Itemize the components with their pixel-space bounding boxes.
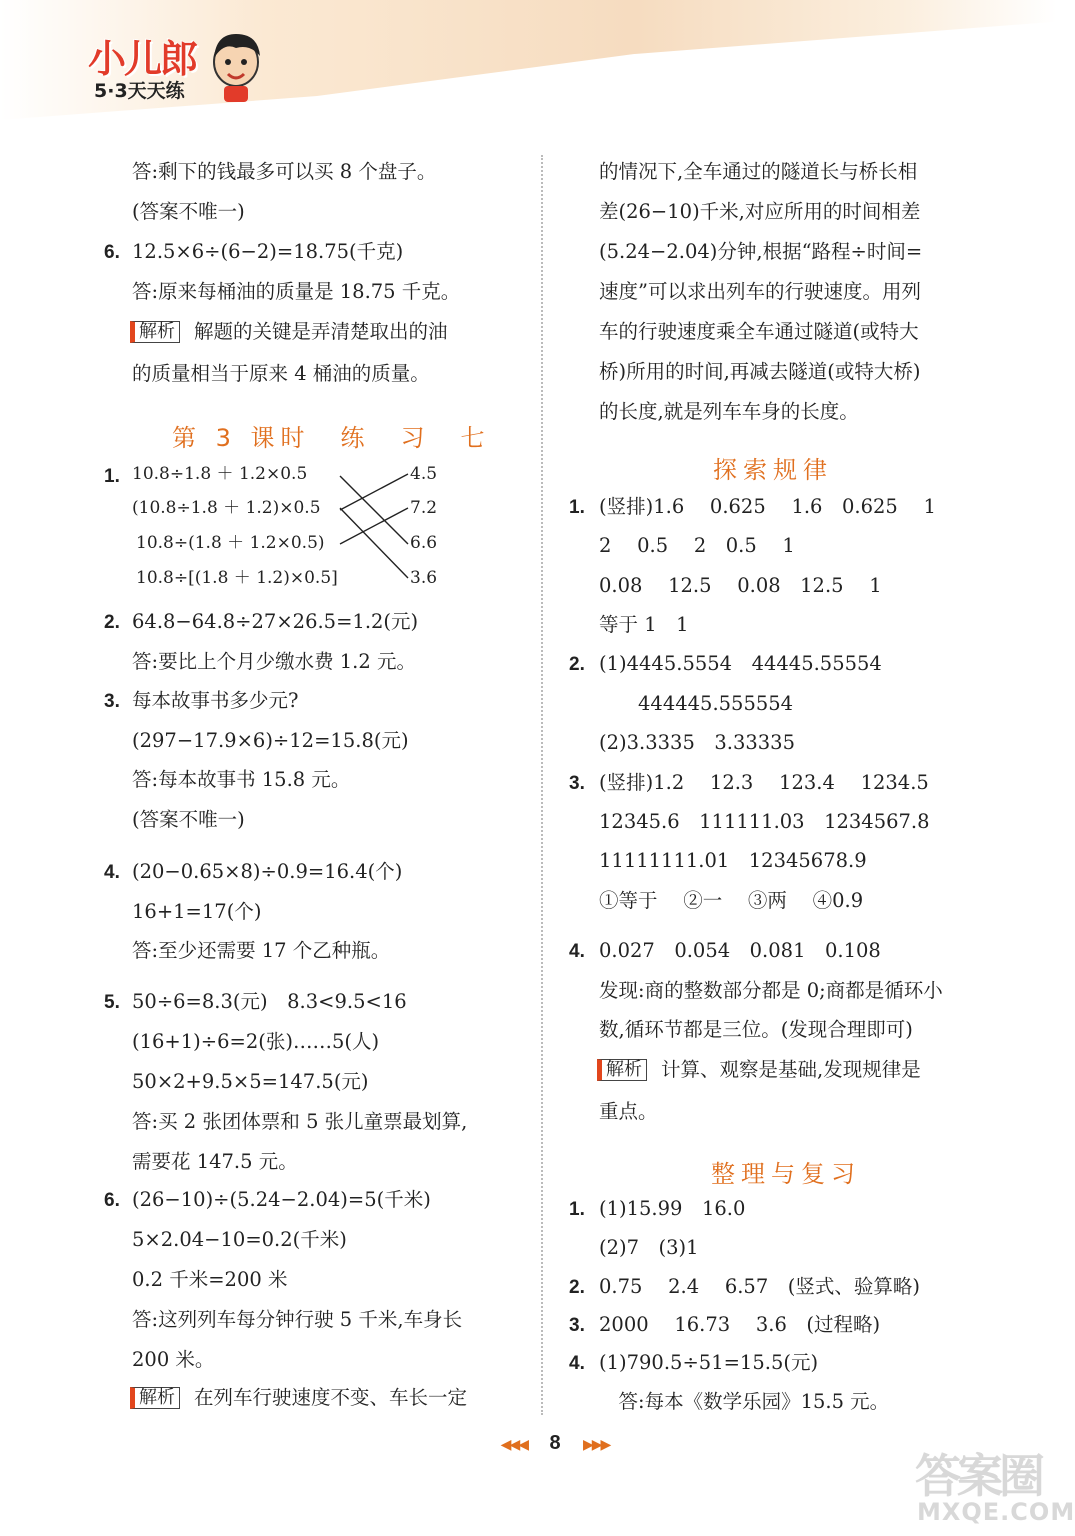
page-footer xyxy=(465,1432,645,1455)
question-number: 3. xyxy=(569,773,585,794)
section-heading: 探索规律 xyxy=(713,456,833,484)
section-heading: 第 3 课时 练 习 七 xyxy=(172,424,491,452)
analysis-line: 解析 解题的关键是弄清楚取出的油 xyxy=(130,322,448,344)
answer-line: (答案不唯一) xyxy=(132,200,245,223)
answer-line: 答:这列列车每分钟行驶 5 千米,车身长 xyxy=(132,1308,463,1331)
analysis-line: 解析 计算、观察是基础,发现规律是 xyxy=(597,1060,921,1082)
section-heading: 整理与复习 xyxy=(711,1160,861,1188)
column-divider xyxy=(541,155,543,1415)
answer-line: 每本故事书多少元? xyxy=(132,689,299,712)
answer-line: 答:剩下的钱最多可以买 8 个盘子。 xyxy=(132,160,437,183)
matching-right: 4.5 xyxy=(410,464,438,484)
answer-line: 11111111.01 12345678.9 xyxy=(599,849,867,872)
analysis-continued: 速度”可以求出列车的行驶速度。用列 xyxy=(599,280,921,303)
answer-line: 5×2.04−10=0.2(千米) xyxy=(132,1228,347,1251)
analysis-continued: 的情况下,全车通过的隧道长与桥长相 xyxy=(599,160,918,183)
matching-left: (10.8÷1.8 ＋ 1.2)×0.5 xyxy=(132,498,321,518)
question-number: 4. xyxy=(104,862,120,883)
answer-line: 12345.6 111111.03 1234567.8 xyxy=(599,810,930,833)
answer-line: 0.027 0.054 0.081 0.108 xyxy=(599,939,881,962)
analysis-tag: 解析 xyxy=(597,1059,647,1081)
watermark-url: MXQE.COM xyxy=(917,1498,1075,1526)
question-number: 4. xyxy=(569,1353,585,1374)
answer-line: (26−10)÷(5.24−2.04)=5(千米) xyxy=(132,1188,431,1211)
question-number: 6. xyxy=(104,242,120,263)
question-number: 3. xyxy=(104,691,120,712)
question-number: 2. xyxy=(104,612,120,633)
analysis-line: 解析 在列车行驶速度不变、车长一定 xyxy=(130,1388,467,1410)
answer-line: 0.08 12.5 0.08 12.5 1 xyxy=(599,574,882,597)
answer-line: 等于 1 1 xyxy=(599,613,689,636)
brand-logo xyxy=(88,28,268,108)
answer-line: 答:要比上个月少缴水费 1.2 元。 xyxy=(132,650,416,673)
analysis-tag: 解析 xyxy=(130,321,180,343)
answer-line: (竖排)1.2 12.3 123.4 1234.5 xyxy=(599,771,929,794)
answer-line: 0.2 千米=200 米 xyxy=(132,1268,288,1291)
answer-line: (16+1)÷6=2(张)……5(人) xyxy=(132,1030,380,1053)
matching-right: 6.6 xyxy=(410,533,438,553)
question-number: 1. xyxy=(569,1199,585,1220)
answer-line: ①等于 ②一 ③两 ④0.9 xyxy=(599,889,864,912)
answer-line: 发现:商的整数部分都是 0;商都是循环小 xyxy=(599,979,943,1002)
answer-line: (2)7 (3)1 xyxy=(599,1236,699,1259)
analysis-tag: 解析 xyxy=(130,1387,180,1409)
answer-line: 重点。 xyxy=(599,1100,658,1123)
answer-line: (答案不唯一) xyxy=(132,808,245,831)
answer-line: 2000 16.73 3.6 (过程略) xyxy=(599,1313,881,1336)
question-number: 1. xyxy=(569,497,585,518)
analysis-continued: 差(26−10)千米,对应所用的时间相差 xyxy=(599,200,921,223)
answer-line: 16+1=17(个) xyxy=(132,900,262,923)
matching-left: 10.8÷1.8 ＋ 1.2×0.5 xyxy=(132,464,308,484)
answer-line: 64.8−64.8÷27×26.5=1.2(元) xyxy=(132,610,419,633)
answer-line: (1)4445.5554 44445.55554 xyxy=(599,652,882,675)
answer-line: (竖排)1.6 0.625 1.6 0.625 1 xyxy=(599,495,936,518)
matching-left: 10.8÷(1.8 ＋ 1.2×0.5) xyxy=(136,533,325,553)
question-number: 5. xyxy=(104,992,120,1013)
answer-line: 需要花 147.5 元。 xyxy=(132,1150,298,1173)
answer-line: (1)15.99 16.0 xyxy=(599,1197,746,1220)
logo-subtitle: 5·3天天练 xyxy=(94,80,185,102)
logo-title: 小儿郎 xyxy=(88,37,197,81)
question-number: 2. xyxy=(569,654,585,675)
question-number: 1. xyxy=(104,466,120,487)
matching-lines xyxy=(338,468,410,586)
question-number: 6. xyxy=(104,1190,120,1211)
answer-line: 答:每本故事书 15.8 元。 xyxy=(132,768,351,791)
analysis-continued: (5.24−2.04)分钟,根据“路程÷时间= xyxy=(599,240,923,263)
answer-line: 200 米。 xyxy=(132,1348,215,1371)
answer-line: 50÷6=8.3(元) 8.3<9.5<16 xyxy=(132,990,407,1013)
answer-line: (2)3.3335 3.33335 xyxy=(599,731,795,754)
answer-line: (297−17.9×6)÷12=15.8(元) xyxy=(132,729,409,752)
answer-line: 0.75 2.4 6.57 (竖式、验算略) xyxy=(599,1275,920,1298)
analysis-continued: 的长度,就是列车车身的长度。 xyxy=(599,400,859,423)
matching-left: 10.8÷[(1.8 ＋ 1.2)×0.5] xyxy=(136,568,338,588)
question-number: 2. xyxy=(569,1277,585,1298)
prev-arrows-icon: ◀◀◀ xyxy=(500,1436,527,1452)
watermark xyxy=(905,1440,1075,1536)
question-number: 3. xyxy=(569,1315,585,1336)
answer-line: 12.5×6÷(6−2)=18.75(千克) xyxy=(132,240,404,263)
answer-line: 答:至少还需要 17 个乙种瓶。 xyxy=(132,939,391,962)
next-arrows-icon: ▶▶▶ xyxy=(583,1436,610,1452)
answer-line: 50×2+9.5×5=147.5(元) xyxy=(132,1070,369,1093)
mascot-icon xyxy=(206,28,266,104)
watermark-text: 答案圈 xyxy=(915,1449,1041,1503)
matching-right: 3.6 xyxy=(410,568,438,588)
answer-line: 数,循环节都是三位。(发现合理即可) xyxy=(599,1018,913,1041)
question-number: 4. xyxy=(569,941,585,962)
page-number: 8 xyxy=(549,1432,561,1454)
answer-line: 的质量相当于原来 4 桶油的质量。 xyxy=(132,362,430,385)
answer-line: 答:每本《数学乐园》15.5 元。 xyxy=(599,1390,890,1413)
answer-line: 2 0.5 2 0.5 1 xyxy=(599,534,795,557)
analysis-continued: 桥)所用的时间,再减去隧道(或特大桥) xyxy=(599,360,921,383)
answer-line: (20−0.65×8)÷0.9=16.4(个) xyxy=(132,860,403,883)
analysis-continued: 车的行驶速度乘全车通过隧道(或特大 xyxy=(599,320,919,343)
answer-line: (1)790.5÷51=15.5(元) xyxy=(599,1351,819,1374)
answer-line: 444445.555554 xyxy=(599,692,794,715)
answer-line: 答:买 2 张团体票和 5 张儿童票最划算, xyxy=(132,1110,468,1133)
answer-line: 答:原来每桶油的质量是 18.75 千克。 xyxy=(132,280,461,303)
matching-right: 7.2 xyxy=(410,498,438,518)
